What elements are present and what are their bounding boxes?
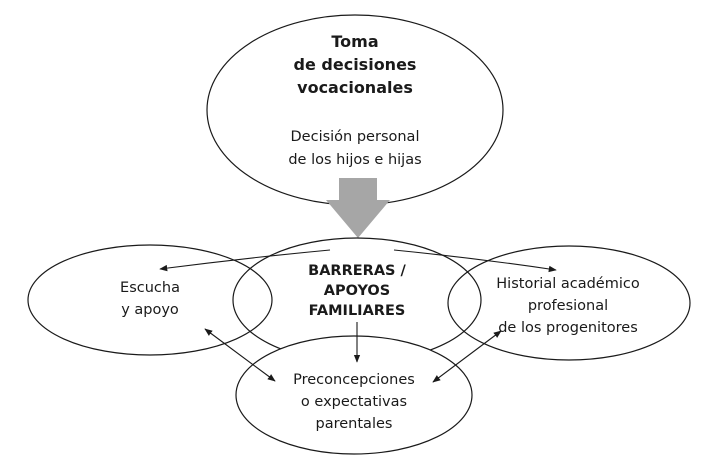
top-title-line-3: vocacionales bbox=[297, 78, 413, 97]
top-title-line-1: Toma bbox=[331, 32, 379, 51]
left-label-line-2: y apoyo bbox=[121, 302, 179, 318]
bottom-label-line-1: Preconcepciones bbox=[293, 372, 415, 388]
center-title-line-2: APOYOS bbox=[323, 283, 391, 299]
left-label-line-1: Escucha bbox=[120, 280, 180, 296]
top-subtitle-line-2: de los hijos e hijas bbox=[288, 152, 422, 168]
left-ellipse bbox=[28, 245, 272, 355]
right-label-line-1: Historial académico bbox=[496, 276, 640, 292]
right-label-line-2: profesional bbox=[527, 298, 609, 314]
bottom-label-line-2: o expectativas bbox=[300, 394, 408, 410]
center-title-line-3: FAMILIARES bbox=[308, 303, 406, 319]
center-title-line-1: BARRERAS / bbox=[308, 263, 406, 279]
bottom-label-line-3: parentales bbox=[315, 416, 393, 432]
right-label-line-3: de los progenitores bbox=[498, 320, 638, 336]
top-title-line-2: de decisiones bbox=[293, 55, 417, 74]
top-subtitle-line-1: Decisión personal bbox=[290, 129, 420, 145]
big-down-arrow bbox=[326, 178, 390, 238]
